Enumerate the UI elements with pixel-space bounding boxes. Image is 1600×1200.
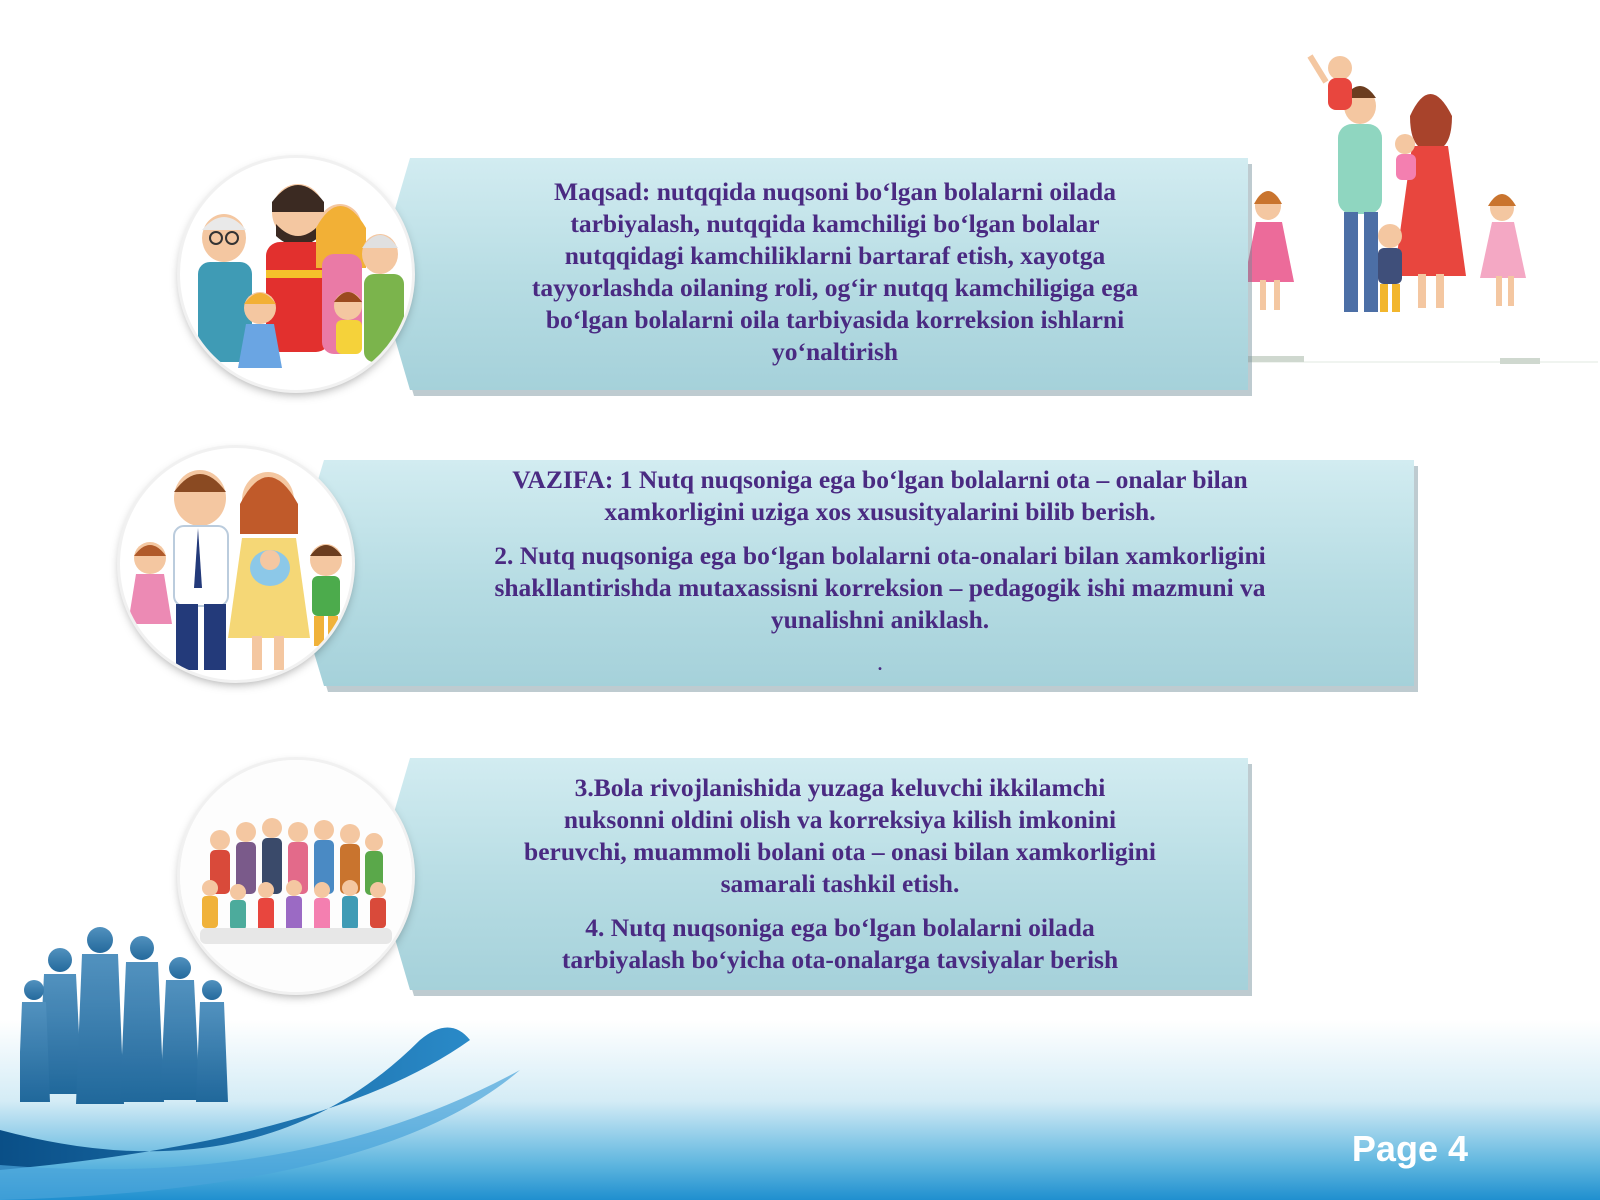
goal-line: tayyorlashda oilaning roli, og‘ir nutqq kamchiligiga ega bbox=[531, 273, 1139, 302]
recommendation-line: beruvchi, muammoli bolani ota – onasi bilan xamkorligini bbox=[524, 837, 1156, 866]
goal-line: bo‘lgan bolalarni oila tarbiyasida korreksion ishlarni bbox=[545, 305, 1125, 334]
family-grandparents-illustration bbox=[180, 158, 412, 390]
task-line: 2. Nutq nuqsoniga ega bo‘lgan bolalarni ota-onalari bilan xamkorligini bbox=[494, 541, 1266, 570]
recommendation-line: samarali tashkil etish. bbox=[720, 869, 960, 898]
goal-line: tarbiyalash, nutqqida kamchiligi bo‘lgan bolalar bbox=[570, 209, 1100, 238]
recommendation-line: tarbiyalash bo‘yicha ota-onalarga tavsiyalar berish bbox=[561, 945, 1119, 974]
playful-family-illustration bbox=[1240, 36, 1600, 386]
parents-with-children-illustration bbox=[120, 448, 352, 680]
recommendation-line: nuksonni oldini olish va korreksiya kilish imkonini bbox=[563, 805, 1117, 834]
recommendations-text bbox=[440, 772, 1240, 976]
recommendation-line: 3.Bola rivojlanishida yuzaga keluvchi ikkilamchi bbox=[574, 773, 1106, 802]
task-line: VAZIFA: 1 Nutq nuqsoniga ega bo‘lgan bolalarni ota – onalar bilan bbox=[512, 465, 1248, 494]
task-trailing-mark: . bbox=[877, 654, 883, 674]
goal-line: Maqsad: nutqqida nuqsoni bo‘lgan bolalarni oilada bbox=[554, 177, 1116, 206]
task-line: yunalishni aniklash. bbox=[770, 605, 990, 634]
goal-line: yo‘naltirish bbox=[771, 337, 899, 366]
recommendation-line: 4. Nutq nuqsoniga ega bo‘lgan bolalarni oilada bbox=[585, 913, 1095, 942]
goal-text bbox=[440, 176, 1230, 368]
page-number: Page 4 bbox=[1351, 1128, 1468, 1169]
task-line: xamkorligini uziga xos xususityalarini bilib berish. bbox=[604, 497, 1156, 526]
business-people-silhouettes bbox=[20, 920, 240, 1170]
goal-line: nutqqidagi kamchiliklarni bartaraf etish, xayotga bbox=[564, 241, 1106, 270]
tasks-text bbox=[380, 464, 1380, 680]
task-line: shakllantirishda mutaxassisni korreksion – pedagogik ishi mazmuni va bbox=[494, 573, 1266, 602]
